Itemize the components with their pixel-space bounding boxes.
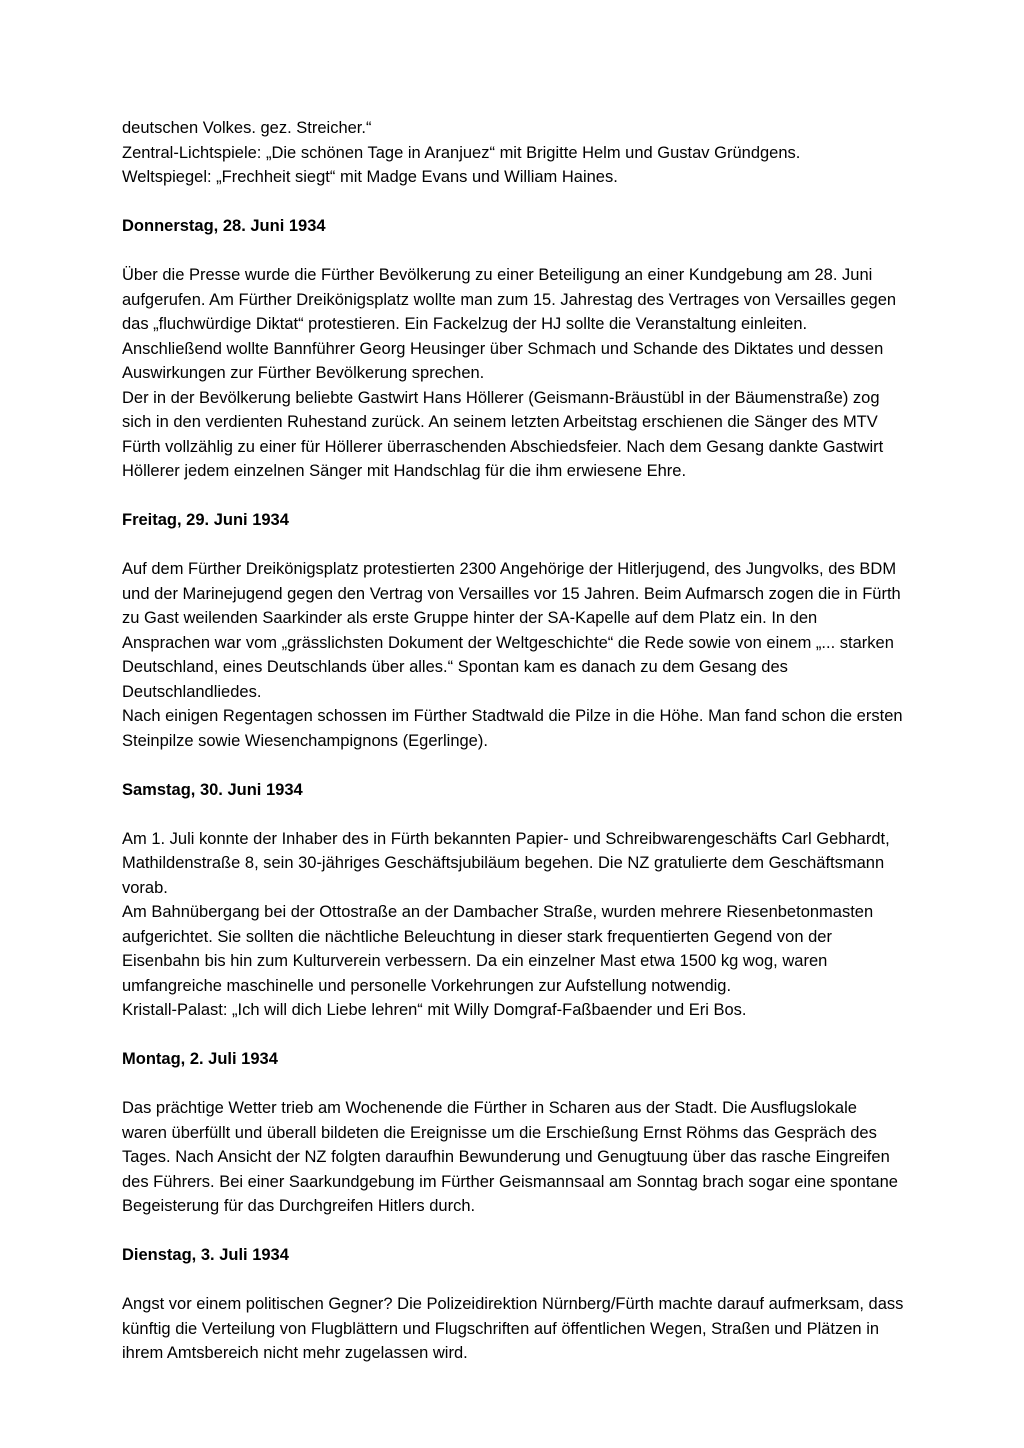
paragraph: Das prächtige Wetter trieb am Wochenende die Fürther in Scharen aus der Stadt. Die Ausflugslokale waren überfüllt und überall bildeten die Ereignisse um die Erschießung Ernst Röhms das Gespräch des Tages. Nach Ansicht der NZ folgten daraufhin Bewunderung und Genugtuung über das rasche Eingreifen des Führers. Bei einer Saarkundgebung im Fürther Geismannsaal am Sonntag brach sogar eine spontane Begeisterung für das Durchgreifen Hitlers durch.: [122, 1099, 898, 1215]
section-samstag-30-juni-1934: [122, 778, 904, 1023]
paragraph: Auf dem Fürther Dreikönigsplatz protestierten 2300 Angehörige der Hitlerjugend, des Jungvolks, des BDM und der Marinejugend gegen den Vertrag von Versailles vor 15 Jahren. Beim Aufmarsch zogen die in Fürth zu Gast weilenden Saarkinder als erste Gruppe hinter der SA-Kapelle auf dem Platz ein. In den Ansprachen war vom „grässlichsten Dokument der Weltgeschichte“ die Rede sowie von einem „... starken Deutschland, eines Deutschlands über alles.“ Spontan kam es danach zu dem Gesang des Deutschlandliedes.: [122, 560, 901, 701]
section-heading: Montag, 2. Juli 1934: [122, 1050, 278, 1068]
section-dienstag-3-juli-1934: [122, 1243, 904, 1366]
section-heading: Dienstag, 3. Juli 1934: [122, 1246, 289, 1264]
section-freitag-29-juni-1934: [122, 508, 904, 753]
section-donnerstag-28-juni-1934: [122, 214, 904, 484]
section-heading: Freitag, 29. Juni 1934: [122, 511, 289, 529]
section-heading: Samstag, 30. Juni 1934: [122, 780, 303, 799]
intro-block: [122, 116, 904, 190]
section-montag-2-juli-1934: [122, 1047, 904, 1219]
paragraph: Angst vor einem politischen Gegner? Die Polizeidirektion Nürnberg/Fürth machte darauf aufmerksam, dass künftig die Verteilung von Flugblättern und Flugschriften auf öffentlichen Wegen, Straßen und Plätzen in ihrem Amtsbereich nicht mehr zugelassen wird.: [122, 1295, 904, 1362]
intro-line: Weltspiegel: „Frechheit siegt“ mit Madge Evans und William Haines.: [122, 168, 618, 186]
section-heading: Donnerstag, 28. Juni 1934: [122, 217, 326, 235]
paragraph: Am 1. Juli konnte der Inhaber des in Fürth bekannten Papier- und Schreibwarengeschäfts Carl Gebhardt, Mathildenstraße 8, sein 30-jähriges Geschäftsjubiläum begehen. Die NZ gratulierte dem Geschäftsmann vorab.: [122, 829, 890, 897]
intro-line: Zentral-Lichtspiele: „Die schönen Tage in Aranjuez“ mit Brigitte Helm und Gustav Gründgens.: [122, 143, 801, 162]
paragraph: Über die Presse wurde die Fürther Bevölkerung zu einer Beteiligung an einer Kundgebung am 28. Juni aufgerufen. Am Fürther Dreikönigsplatz wollte man zum 15. Jahrestag des Vertrages von Versailles gegen das „fluchwürdige Diktat“ protestieren. Ein Fackelzug der HJ sollte die Veranstaltung einleiten. Anschließend wollte Bannführer Georg Heusinger über Schmach und Schande des Diktates und dessen Auswirkungen zur Fürther Bevölkerung sprechen.: [122, 266, 897, 382]
intro-line: deutschen Volkes. gez. Streicher.“: [122, 119, 372, 137]
paragraph: Der in der Bevölkerung beliebte Gastwirt Hans Höllerer (Geismann-Bräustübl in der Bäumenstraße) zog sich in den verdienten Ruhestand zurück. An seinem letzten Arbeitstag erschienen die Sänger des MTV Fürth vollzählig zu einer für Höllerer überraschenden Abschiedsfeier. Nach dem Gesang dankte Gastwirt Höllerer jedem einzelnen Sänger mit Handschlag für die ihm erwiesene Ehre.: [122, 388, 884, 480]
paragraph: Am Bahnübergang bei der Ottostraße an der Dambacher Straße, wurden mehrere Riesenbetonmasten aufgerichtet. Sie sollten die nächtliche Beleuchtung in dieser stark frequentierten Gegend von der Eisenbahn bis hin zum Kulturverein verbessern. Da ein einzelner Mast etwa 1500 kg wog, waren umfangreiche maschinelle und personelle Vorkehrungen zur Aufstellung notwendig.: [122, 903, 874, 995]
paragraph: Nach einigen Regentagen schossen im Fürther Stadtwald die Pilze in die Höhe. Man fand schon die ersten Steinpilze sowie Wiesenchampignons (Egerlinge).: [122, 707, 903, 750]
paragraph: Kristall-Palast: „Ich will dich Liebe lehren“ mit Willy Domgraf-Faßbaender und Eri Bos.: [122, 1001, 747, 1019]
